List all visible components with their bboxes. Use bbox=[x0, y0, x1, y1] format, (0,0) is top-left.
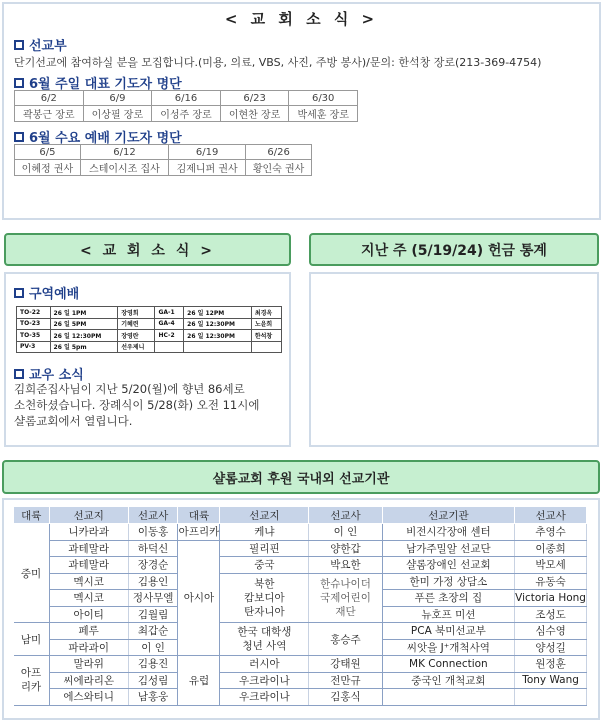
missions-org-title: 샬롬교회 후원 국내외 선교기관 bbox=[2, 460, 600, 494]
country-cell: 씨에라리온 bbox=[49, 672, 128, 689]
cell: HC-2 bbox=[155, 330, 184, 342]
org-cell: 푸른 초장의 집 bbox=[382, 590, 514, 607]
table-row bbox=[14, 656, 587, 673]
district-worship-table bbox=[16, 306, 282, 353]
country-cell: 에스와티니 bbox=[49, 689, 128, 706]
missionary-cell: 박요한 bbox=[309, 557, 382, 574]
missionary-cell: 김홍식 bbox=[309, 689, 382, 706]
cell: GA-1 bbox=[155, 307, 184, 319]
wednesday-prayer-heading: 6월 수요 예배 기도자 명단 bbox=[14, 127, 182, 146]
date-cell: 6/5 bbox=[15, 145, 81, 160]
country-cell: 필리핀 bbox=[220, 540, 309, 557]
region-cell: 중미 bbox=[14, 524, 50, 623]
cell: 26 일 5PM bbox=[50, 318, 118, 330]
date-cell: 6/26 bbox=[246, 145, 312, 160]
country-cell: 케냐 bbox=[220, 524, 309, 541]
name-cell: 황인숙 권사 bbox=[246, 160, 312, 176]
missionary-cell: 이동홍 bbox=[128, 524, 178, 541]
offering-stats-title: 지난 주 (5/19/24) 헌금 통계 bbox=[309, 233, 599, 266]
region-label: 아프리카 bbox=[20, 667, 42, 694]
sunday-prayer-heading: 6월 주일 대표 기도자 명단 bbox=[14, 73, 182, 92]
missionary-cell: 심수영 bbox=[515, 623, 587, 640]
country-cell: 말라위 bbox=[49, 656, 128, 673]
column-header: 선교사 bbox=[309, 507, 382, 524]
org-cell bbox=[382, 689, 514, 706]
table-row bbox=[14, 524, 587, 541]
country-line: 청년 사역 bbox=[242, 640, 287, 652]
org-cell: 중국인 개척교회 bbox=[382, 672, 514, 689]
square-bullet-icon bbox=[14, 369, 24, 379]
missionary-cell: 정사무엘 bbox=[128, 590, 178, 607]
missions-org-table bbox=[13, 506, 587, 706]
missionary-cell: 유동숙 bbox=[515, 573, 587, 590]
table-row bbox=[14, 672, 587, 689]
cell: 장영란 bbox=[118, 330, 155, 342]
missionary-cell: Victoria Hong bbox=[515, 590, 587, 607]
cell: 26 일 5pm bbox=[50, 341, 118, 353]
missionary-cell: Tony Wang bbox=[515, 672, 587, 689]
wednesday-prayer-table bbox=[14, 144, 312, 176]
missionary-cell: 이 인 bbox=[309, 524, 382, 541]
table-row bbox=[17, 330, 282, 342]
country-line: 캄보디아 bbox=[244, 591, 285, 604]
org-cell: 씨앗을 J⁺개척사역 bbox=[382, 639, 514, 656]
missionary-cell: 장경순 bbox=[128, 557, 178, 574]
missionary-cell: 김용진 bbox=[128, 656, 178, 673]
org-cell: 비전시각장애 센터 bbox=[382, 524, 514, 541]
sunday-prayer-table bbox=[14, 90, 358, 122]
table-row bbox=[14, 623, 587, 640]
table-row bbox=[14, 689, 587, 706]
missionary-cell: 전만규 bbox=[309, 672, 382, 689]
country-line: 한국 대학생 bbox=[237, 626, 292, 638]
name-cell: 이상필 장로 bbox=[83, 106, 152, 122]
square-bullet-icon bbox=[14, 132, 24, 142]
date-cell: 6/9 bbox=[83, 91, 152, 106]
missionary-cell: 양한갑 bbox=[309, 540, 382, 557]
missionary-cell: 강태원 bbox=[309, 656, 382, 673]
org-cell: 샬롬장애인 선교회 bbox=[382, 557, 514, 574]
country-cell: 과테말라 bbox=[49, 557, 128, 574]
country-cell: 우크라이나 bbox=[220, 672, 309, 689]
missions-heading: 선교부 bbox=[14, 35, 67, 54]
country-cell: 페루 bbox=[49, 623, 128, 640]
missionary-cell bbox=[515, 689, 587, 706]
cell: 최경옥 bbox=[251, 307, 281, 319]
region-cell: 아프리카 bbox=[178, 524, 220, 541]
org-cell: MK Connection bbox=[382, 656, 514, 673]
name-cell: 박세훈 장로 bbox=[289, 106, 358, 122]
missionary-cell: 하덕신 bbox=[128, 540, 178, 557]
merged-country-cell bbox=[220, 573, 309, 623]
date-cell: 6/23 bbox=[220, 91, 289, 106]
table-row bbox=[14, 573, 587, 590]
cell: 26 일 12:30PM bbox=[184, 318, 252, 330]
name-cell: 스테이시조 집사 bbox=[80, 160, 168, 176]
region-cell: 아시아 bbox=[178, 540, 220, 656]
missionary-cell: 이종희 bbox=[515, 540, 587, 557]
member-news-line: 샬롬교회에서 열립니다. bbox=[14, 414, 133, 428]
square-bullet-icon bbox=[14, 288, 24, 298]
cell bbox=[251, 341, 281, 353]
missionary-cell: 양성길 bbox=[515, 639, 587, 656]
country-line: 북한 bbox=[254, 577, 275, 590]
cell: GA-4 bbox=[155, 318, 184, 330]
column-header: 선교지 bbox=[49, 507, 128, 524]
cell: 한석창 bbox=[251, 330, 281, 342]
offering-stats-panel bbox=[309, 272, 599, 447]
missionary-line: 한슈나이더 bbox=[320, 577, 371, 590]
column-header: 선교지 bbox=[220, 507, 309, 524]
cell: 26 일 12PM bbox=[184, 307, 252, 319]
org-cell: 한미 가정 상담소 bbox=[382, 573, 514, 590]
square-bullet-icon bbox=[14, 40, 24, 50]
date-cell: 6/19 bbox=[169, 145, 246, 160]
name-cell: 곽봉근 장로 bbox=[15, 106, 84, 122]
table-header-row bbox=[14, 507, 587, 524]
district-worship-heading: 구역예배 bbox=[14, 283, 79, 302]
member-news-line: 김희준집사님이 지난 5/20(월)에 향년 86세로 bbox=[14, 382, 245, 396]
merged-missionary-cell bbox=[309, 573, 382, 623]
table-row bbox=[15, 160, 312, 176]
column-header: 대륙 bbox=[178, 507, 220, 524]
missionary-cell: 남홍웅 bbox=[128, 689, 178, 706]
country-cell: 파라과이 bbox=[49, 639, 128, 656]
country-cell: 우크라이나 bbox=[220, 689, 309, 706]
country-cell: 아이티 bbox=[49, 606, 128, 623]
table-row bbox=[15, 91, 358, 106]
name-cell: 이현찬 장로 bbox=[220, 106, 289, 122]
country-cell: 과테말라 bbox=[49, 540, 128, 557]
korea-country-cell bbox=[220, 623, 309, 656]
column-header: 선교사 bbox=[128, 507, 178, 524]
missionary-cell: 최갑순 bbox=[128, 623, 178, 640]
missionary-line: 국제어린이 bbox=[320, 591, 371, 604]
country-cell: 멕시코 bbox=[49, 573, 128, 590]
cell bbox=[155, 341, 184, 353]
org-cell: 뉴호프 미션 bbox=[382, 606, 514, 623]
column-header: 대륙 bbox=[14, 507, 50, 524]
column-header: 선교기관 bbox=[382, 507, 514, 524]
missionary-cell: 박모세 bbox=[515, 557, 587, 574]
date-cell: 6/16 bbox=[152, 91, 221, 106]
cell bbox=[184, 341, 252, 353]
missionary-cell: 김성림 bbox=[128, 672, 178, 689]
missions-text: 단기선교에 참여하실 분을 모집합니다.(미용, 의료, VBS, 사진, 주방 봉사)/문의: 한석창 장로(213-369-4754) bbox=[14, 56, 542, 69]
missionary-cell: 원정훈 bbox=[515, 656, 587, 673]
missionary-cell: 홍승주 bbox=[309, 623, 382, 656]
cell: 선우제니 bbox=[118, 341, 155, 353]
cell: TO-35 bbox=[17, 330, 51, 342]
missionary-cell: 김용인 bbox=[128, 573, 178, 590]
cell: 26 일 12:30PM bbox=[50, 330, 118, 342]
country-cell: 멕시코 bbox=[49, 590, 128, 607]
org-cell: 남가주밀알 선교단 bbox=[382, 540, 514, 557]
missionary-cell: 조성도 bbox=[515, 606, 587, 623]
missionary-cell: 김월림 bbox=[128, 606, 178, 623]
table-row bbox=[17, 341, 282, 353]
missionary-cell: 이 인 bbox=[128, 639, 178, 656]
date-cell: 6/2 bbox=[15, 91, 84, 106]
country-cell: 중국 bbox=[220, 557, 309, 574]
left-news-title: < 교 회 소 식 > bbox=[4, 233, 291, 266]
region-cell: 남미 bbox=[14, 623, 50, 656]
region-cell bbox=[14, 656, 50, 706]
table-row bbox=[17, 307, 282, 319]
table-row bbox=[14, 557, 587, 574]
name-cell: 이성주 장로 bbox=[152, 106, 221, 122]
cell: 노윤희 bbox=[251, 318, 281, 330]
date-cell: 6/30 bbox=[289, 91, 358, 106]
missionary-line: 재단 bbox=[335, 605, 356, 618]
table-row bbox=[15, 106, 358, 122]
member-news-heading: 교우 소식 bbox=[14, 364, 84, 383]
country-line: 탄자니아 bbox=[244, 605, 285, 618]
table-row bbox=[15, 145, 312, 160]
top-news-title: < 교 회 소 식 > bbox=[224, 10, 379, 28]
country-cell: 러시아 bbox=[220, 656, 309, 673]
name-cell: 김제니퍼 권사 bbox=[169, 160, 246, 176]
table-row bbox=[17, 318, 282, 330]
cell: 기혜련 bbox=[118, 318, 155, 330]
date-cell: 6/12 bbox=[80, 145, 168, 160]
name-cell: 이혜정 권사 bbox=[15, 160, 81, 176]
missionary-cell: 추영수 bbox=[515, 524, 587, 541]
square-bullet-icon bbox=[14, 78, 24, 88]
country-cell: 니카라과 bbox=[49, 524, 128, 541]
cell: TO-23 bbox=[17, 318, 51, 330]
cell: PV-3 bbox=[17, 341, 51, 353]
cell: 26 일 12:30PM bbox=[184, 330, 252, 342]
region-cell: 유럽 bbox=[178, 656, 220, 706]
table-row bbox=[14, 540, 587, 557]
cell: TO-22 bbox=[17, 307, 51, 319]
column-header: 선교사 bbox=[515, 507, 587, 524]
cell: 장영희 bbox=[118, 307, 155, 319]
org-cell: PCA 북미선교부 bbox=[382, 623, 514, 640]
cell: 26 일 1PM bbox=[50, 307, 118, 319]
member-news-line: 소천하셨습니다. 장례식이 5/28(화) 오전 11시에 bbox=[14, 398, 260, 412]
